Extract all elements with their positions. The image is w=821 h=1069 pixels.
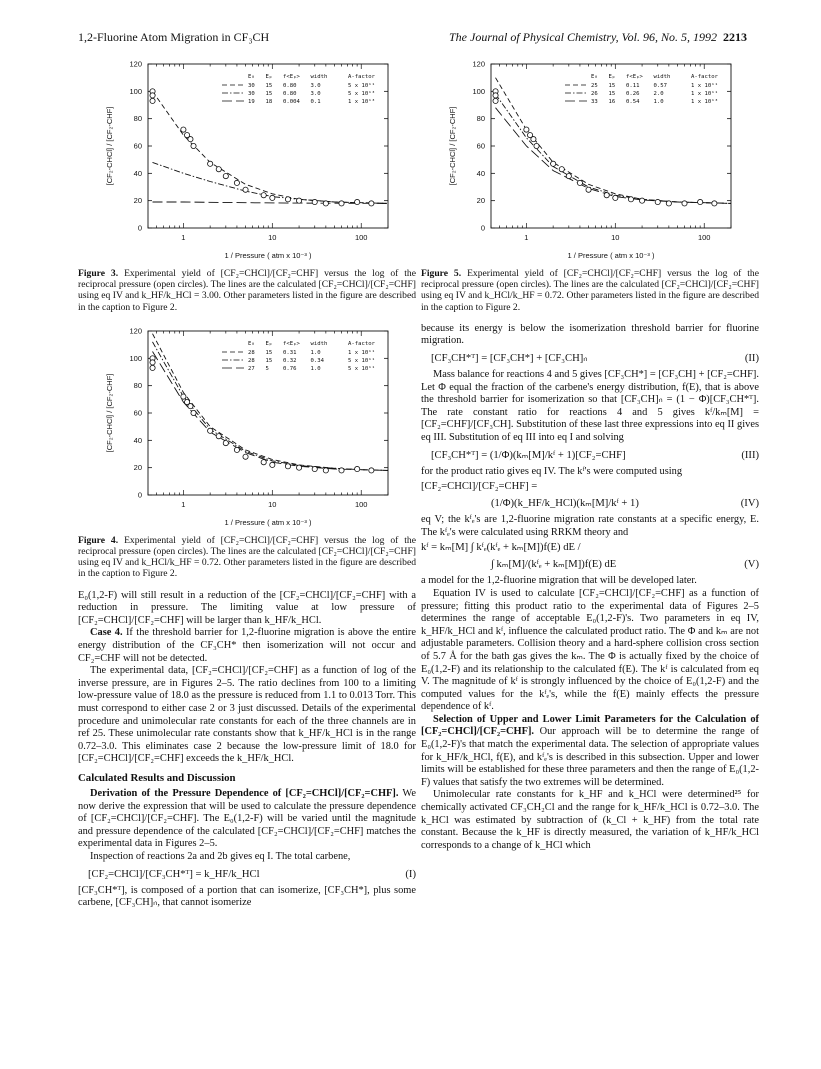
equation-1-body: [CF₂=CHCl]/[CF₃CH*ᵀ] = k_HF/k_HCl [88, 868, 260, 880]
legend-header: width [310, 74, 328, 80]
data-point [188, 403, 193, 408]
data-point [493, 98, 498, 103]
data-point [270, 462, 275, 467]
legend-value: 15 [265, 91, 273, 97]
legend-value: 30 [248, 91, 255, 97]
legend-header: Eₚ [265, 340, 273, 347]
data-point [243, 187, 248, 192]
data-point [261, 459, 266, 464]
legend-value: 0.54 [626, 99, 640, 105]
x-axis-label: 1 / Pressure ( atm x 10⁻³ ) [224, 251, 312, 260]
legend-value: 3.0 [310, 83, 321, 89]
data-point [181, 127, 186, 132]
left-paragraph-6: [CF₃CH*ᵀ], is composed of a portion that can isomerize, [CF₃CH*], plus some carbene, [CF₃CH]ₙ, that cannot isomerize [78, 884, 416, 909]
data-point [534, 143, 539, 148]
data-point [604, 193, 609, 198]
left-paragraph-5: Inspection of reactions 2a and 2b gives eq I. The total carbene, [90, 850, 351, 862]
data-point [586, 187, 591, 192]
data-point [323, 201, 328, 206]
derivation-text: We now derive the expression that will be used to calculate the pressure dependence of [CF₂=CHCl]/[CF₂=CHF]. The E₀(1,2-F) will be varied until the magnitude and pressure dependence of the calculated [CF₂=CHCl]/[CF₂=CHF] matches the experimental data in Figures 2–5. [78, 787, 416, 850]
equation-4-number: (IV) [740, 498, 759, 510]
legend-header: E₀ [248, 340, 255, 347]
figure-3-label: Figure 3. [78, 268, 119, 279]
equation-2-body: [CF₃CH*ᵀ] = [CF₃CH*] + [CF₃CH]ₙ [431, 353, 588, 364]
y-tick-label: 80 [133, 114, 142, 124]
legend-value: 0.32 [283, 357, 297, 364]
figure-3-caption [78, 268, 416, 313]
legend-value: 1 x 10¹¹ [691, 83, 718, 89]
calculated-curve-1 [153, 91, 389, 203]
y-tick-label: 40 [476, 168, 485, 178]
y-axis-label: [CF₂-CHCl] / [CF₂-CHF] [105, 106, 114, 186]
legend-header: E₀ [591, 74, 598, 80]
left-paragraph-3: The experimental data, [CF₂=CHCl]/[CF₂=CHF] as a function of log of the inverse pressure, are in Figures 2–5. The ratio declines from 100 to a limiting low-pressure value of 18.0 as the pressure is reduced from 1.1 to 0.013 Torr. This must correspond to either case 2 or 3 just discussed. Details of the experimental procedure and unimolecular rate constants for each of the three channels are in ref 25. These unimolecular rate constants show that k_HF/k_HCl is in the range 0.72–3.0. This eliminates case 2 because the low-pressure limit of 18.0 for [CF₂=CHCl]/[CF₂=CHF] exceeds the k_HF/k_HCl. [78, 665, 416, 765]
journal-name: The Journal of Physical Chemistry, Vol. 96, No. 5, 1992 [449, 30, 717, 44]
figure-4-caption [78, 535, 416, 580]
legend-header: E₀ [248, 74, 255, 80]
legend-value: 1 x 10¹³ [348, 99, 375, 105]
data-point [559, 167, 564, 172]
data-point [682, 201, 687, 206]
y-tick-label: 80 [133, 380, 142, 390]
figure-3-caption-text: Experimental yield of [CF₂=CHCl]/[CF₂=CHF] versus the log of the reciprocal pressure (open circles). The lines are the calculated [CF₂=CHCl]/[CF₂=CHF] using eq IV and k_HF/k_HCl = 3.00. Other parameters listed in the figure are described in the caption to Figure 2. [78, 268, 416, 313]
data-point [208, 161, 213, 166]
legend-value: 15 [265, 83, 273, 89]
legend-value: 5 x 10¹³ [348, 91, 375, 97]
figure-5 [421, 56, 759, 266]
legend-value: 33 [591, 99, 598, 105]
legend-value: 5 x 10¹¹ [348, 357, 375, 364]
legend-value: 3.0 [310, 91, 321, 97]
figure-5-chart [421, 56, 759, 266]
legend-header: width [310, 340, 328, 347]
data-point [355, 466, 360, 471]
legend-value: 30 [248, 83, 255, 89]
left-paragraph-1: E₀(1,2-F) will still result in a reduction of the [CF₂=CHCl]/[CF₂=CHF] with a reduction in pressure. The limiting value at low pressure of [CF₂=CHCl]/[CF₂=CHF] will be larger than k_HF/k_HCl. [78, 589, 416, 626]
right-paragraph-2: Mass balance for reactions 4 and 5 gives [CF₃CH*] = [CF₃CH] + [CF₂=CHF]. Let Φ equal the fraction of the carbene's energy distribution, f(E), that is above the threshold barrier for isomerization so that [CF₃CH]ₙ = (1 − Φ)[CF₃CH*ᵀ]. The rate constant ratio for reactions 4 and 5 gives kᶠ/kₘ[M] = [CF₂=CHF]/[CF₃CH]. Substitution of these last three expressions into eq II gives eq III. Substitution of eq III into eq I and solving [421, 369, 759, 443]
x-axis-label: 1 / Pressure ( atm x 10⁻³ ) [224, 517, 312, 527]
legend-value: 0.1 [310, 99, 321, 105]
legend-value: 5 [265, 365, 269, 372]
data-point [270, 195, 275, 200]
data-point [285, 197, 290, 202]
case-4-text: If the threshold barrier for 1,2-fluorine migration is above the entire energy distribution of the CF₃CH* then isomerization will not occur and CF₂=CHF will not be detected. [78, 627, 416, 664]
selection-text: Our approach will be to determine the range of E₀(1,2-F)'s that match the experimental data. The selection of appropriate values for k_HF/k_HCl, f(E), and kᶠₑ's is described in this subsection. Upper and lower limits will be established for these three parameters and then the range of E₀(1,2-F) values that satisfy the two extremes will be determined. [421, 726, 759, 788]
y-tick-label: 0 [137, 223, 142, 233]
right-paragraph-1: because its energy is below the isomerization threshold barrier for fluorine migration. [421, 322, 759, 347]
y-tick-label: 60 [133, 408, 142, 418]
legend-value: 28 [248, 357, 255, 364]
legend-value: 0.004 [283, 99, 300, 105]
y-axis-label: [CF₂-CHCl] / [CF₂-CHF] [105, 373, 114, 453]
legend-value: 15 [265, 349, 273, 356]
legend-value: 1 x 10¹¹ [691, 91, 718, 97]
data-point [312, 199, 317, 204]
data-point [323, 468, 328, 473]
running-title: 1,2-Fluorine Atom Migration in CF₃CH [78, 30, 270, 44]
calculated-curve-3 [496, 108, 732, 204]
equation-4-body: (1/Φ)(k_HF/k_HCl)(kₘ[M]/kᶠ + 1) [491, 498, 639, 510]
right-paragraph-8: Unimolecular rate constants for k_HF and k_HCl were determined²⁵ for chemically activated CF₃CH₂Cl and the range for k_HF/k_HCl is 0.72–3.0. The k_HCl was estimated by subtraction of (k_Cl + k_HF) from the total rate constant. Because the k_HF is directly measured, the variation of k_HF/k_HCl corresponds to a change of k_HCl which [421, 789, 759, 851]
data-point [312, 466, 317, 471]
legend-value: 0.80 [283, 91, 297, 97]
legend-value: 27 [248, 365, 255, 372]
legend-header: width [653, 74, 671, 80]
legend-value: 0.34 [310, 357, 324, 364]
figure-5-caption-text: Experimental yield of [CF₂=CHCl]/[CF₂=CHF] versus the log of the reciprocal pressure (open circles). The lines are the calculated [CF₂=CHCl]/[CF₂=CHF] using eq IV and k_HCl/k_HF = 0.72. Other parameters listed in the figure are described in the caption to Figure 2. [421, 268, 759, 313]
x-tick-label: 1 [524, 233, 529, 242]
page-number: 2213 [723, 30, 747, 44]
data-point [285, 464, 290, 469]
data-point [150, 365, 155, 370]
data-point [216, 433, 221, 438]
equation-3 [431, 448, 759, 463]
data-point [339, 201, 344, 206]
legend-value: 25 [591, 83, 598, 89]
y-tick-label: 120 [129, 59, 142, 69]
data-point [712, 201, 717, 206]
figure-3 [78, 56, 416, 266]
y-tick-label: 120 [129, 326, 142, 336]
y-tick-label: 20 [133, 196, 142, 206]
data-point [261, 193, 266, 198]
legend-value: 15 [608, 91, 616, 97]
figure-4-caption-text: Experimental yield of [CF₂=CHCl]/[CF₂=CHF] versus the log of the reciprocal pressure (open circles). The lines are the calculated [CF₂=CHCl]/[CF₂=CHF] using eq IV and k_HCl/k_HF = 0.72. Other parameters listed in the figure are described in the caption to Figure 2. [78, 534, 416, 580]
y-tick-label: 40 [133, 435, 142, 445]
y-tick-label: 60 [476, 141, 485, 151]
data-point [493, 93, 498, 98]
data-point [369, 201, 374, 206]
y-tick-label: 0 [137, 490, 142, 500]
equation-1 [88, 867, 416, 882]
data-point [551, 161, 556, 166]
derivation-label: Derivation of the Pressure Dependence of [CF₂=CHCl]/[CF₂=CHF]. [90, 787, 399, 799]
figure-5-label: Figure 5. [421, 268, 462, 279]
equation-2 [431, 351, 759, 366]
derivation-paragraph [78, 788, 416, 851]
equation-1-number: (I) [405, 868, 416, 880]
y-tick-label: 80 [476, 114, 485, 124]
data-point [234, 447, 239, 452]
data-point [296, 465, 301, 470]
equation-5 [431, 557, 759, 572]
legend-value: 0.31 [283, 349, 297, 356]
right-column [421, 56, 759, 852]
y-tick-label: 40 [133, 168, 142, 178]
legend-value: 19 [248, 99, 255, 105]
legend-value: 15 [265, 357, 273, 364]
data-point [639, 198, 644, 203]
equation-4-line-1: [CF₂=CHCl]/[CF₂=CHF] = [421, 481, 538, 493]
data-point [150, 360, 155, 365]
data-point [577, 180, 582, 185]
x-tick-label: 1 [181, 499, 186, 509]
figure-5-caption [421, 268, 759, 313]
figure-3-chart [78, 56, 416, 266]
data-point [191, 143, 196, 148]
x-tick-label: 10 [611, 233, 620, 242]
legend-value: 1.0 [310, 349, 321, 356]
y-tick-label: 100 [129, 353, 142, 363]
legend-value: 18 [265, 99, 273, 105]
data-point [181, 394, 186, 399]
data-point [531, 137, 536, 142]
y-tick-label: 0 [480, 223, 485, 233]
data-point [369, 468, 374, 473]
legend-value: 1.0 [653, 99, 664, 105]
right-paragraph-5: a model for the 1,2-fluorine migration that will be developed later. [421, 575, 697, 587]
selection-paragraph [421, 714, 759, 790]
data-point [191, 410, 196, 415]
legend-value: 0.11 [626, 83, 640, 89]
x-tick-label: 10 [268, 499, 277, 509]
equation-5-number: (V) [744, 559, 759, 571]
data-point [296, 198, 301, 203]
journal-citation [449, 30, 747, 45]
legend-value: 28 [248, 349, 255, 356]
data-point [208, 428, 213, 433]
figure-4-label: Figure 4. [78, 534, 119, 546]
left-column [78, 56, 416, 910]
x-tick-label: 100 [354, 499, 368, 509]
legend-header: A-factor [348, 74, 375, 80]
y-tick-label: 60 [133, 141, 142, 151]
legend-header: f<Eₚ> [283, 340, 300, 347]
data-point [150, 98, 155, 103]
data-point [666, 201, 671, 206]
right-paragraph-4: eq V; the kᶠₑ's are 1,2-fluorine migration rate constants at a specific energy, E. The kᶠₑ's were calculated using RRKM theory and [421, 514, 759, 538]
legend-value: 5 x 10¹¹ [348, 365, 375, 372]
figure-4 [78, 323, 416, 533]
data-point [216, 167, 221, 172]
data-point [355, 199, 360, 204]
legend-value: 0.80 [283, 83, 297, 89]
x-tick-label: 1 [181, 233, 186, 242]
equation-2-number: (II) [744, 353, 759, 364]
data-point [698, 199, 703, 204]
figure-4-chart [78, 323, 416, 533]
y-tick-label: 20 [476, 196, 485, 206]
legend-header: Eₚ [608, 74, 616, 80]
data-point [655, 199, 660, 204]
legend-header: A-factor [691, 74, 718, 80]
y-axis-label: [CF₂-CHCl] / [CF₂-CHF] [448, 106, 457, 186]
legend-value: 2.0 [653, 91, 664, 97]
legend-value: 0.76 [283, 365, 297, 372]
section-heading: Calculated Results and Discussion [78, 771, 236, 784]
legend-header: f<Eₚ> [626, 74, 643, 80]
case-4-paragraph [78, 627, 416, 665]
right-paragraph-3: for the product ratio gives eq IV. The kᶠ's were computed using [421, 465, 683, 477]
legend-header: A-factor [348, 340, 375, 347]
legend-value: 15 [608, 83, 616, 89]
x-tick-label: 10 [268, 233, 277, 242]
y-tick-label: 20 [133, 462, 142, 472]
legend-header: Eₚ [265, 74, 273, 80]
x-axis-label: 1 / Pressure ( atm x 10⁻³ ) [567, 251, 655, 260]
legend-value: 26 [591, 91, 598, 97]
data-point [566, 173, 571, 178]
data-point [339, 468, 344, 473]
data-point [524, 127, 529, 132]
legend-value: 1 x 10¹³ [691, 99, 718, 105]
equation-5-line-1: kᶠ = kₘ[M] ∫ kᶠₑ(kᶠₑ + kₘ[M])f(E) dE / [421, 542, 581, 554]
data-point [613, 195, 618, 200]
legend-value: 1 x 10¹¹ [348, 349, 375, 356]
legend-value: 5 x 10¹¹ [348, 83, 375, 89]
data-point [223, 440, 228, 445]
equation-3-number: (III) [741, 449, 759, 461]
data-point [150, 93, 155, 98]
x-tick-label: 100 [354, 233, 368, 242]
case-4-label: Case 4. [90, 627, 123, 639]
equation-5-body: ∫ kₘ[M]/(kᶠₑ + kₘ[M])f(E) dE [491, 559, 617, 571]
data-point [628, 197, 633, 202]
data-point [223, 173, 228, 178]
right-paragraph-6: Equation IV is used to calculate [CF₂=CHCl]/[CF₂=CHF] as a function of pressure; fitting this product ratio to the experimental data of Figures 2–5 determines the range of acceptable E₀(1,2-F)'s. Two parameters in eq IV, k_HF/k_HCl and kᶠ, influence the calculated product ratio. The Φ and kₘ are not adjustable parameters. Collision theory and a hard-sphere collision cross section of 5.7 Å for the bath gas gives the kₘ. The Φ is actually fixed by the choice of E₀(1,2-F) and its relationship to the calculated f(E). The kᶠ is calculated from eq V. The magnitude of kᶠ is strongly influenced by the choice of E₀(1,2-F) and the computed values for the kᶠₑ's, while the f(E) mainly effects the pressure dependence of kᶠ. [421, 587, 759, 713]
selection-label: Selection of Upper and Lower Limit Parameters for the Calculation of [CF₂=CHCl]/[CF₂=CHF]. [421, 713, 759, 738]
legend-header: f<Eₚ> [283, 74, 300, 80]
data-point [243, 454, 248, 459]
y-tick-label: 120 [472, 59, 485, 69]
legend-value: 0.57 [653, 83, 667, 89]
calculated-curve-2 [496, 94, 732, 203]
equation-4 [431, 496, 759, 511]
equation-3-body: [CF₃CH*ᵀ] = (1/Φ)(kₘ[M]/kᶠ + 1)[CF₂=CHF] [431, 449, 626, 461]
x-tick-label: 100 [697, 233, 711, 242]
legend-value: 0.26 [626, 91, 640, 97]
y-tick-label: 100 [472, 86, 485, 96]
data-point [234, 180, 239, 185]
legend-value: 1.0 [310, 365, 321, 372]
legend-value: 16 [608, 99, 616, 105]
data-point [188, 137, 193, 142]
y-tick-label: 100 [129, 86, 142, 96]
